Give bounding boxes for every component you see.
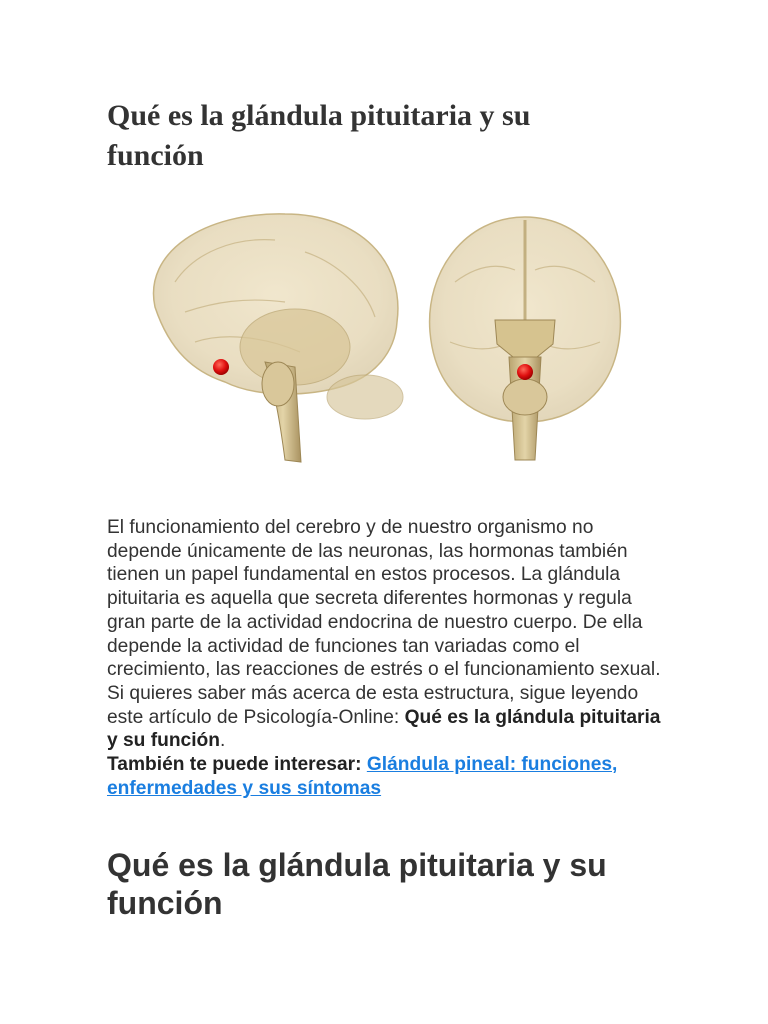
intro-end: . [220,730,226,752]
intro-text: El funcionamiento del cerebro y de nuestro organismo no depende únicamente de las neuronas, las hormonas también tienen un papel fundamental en estos procesos. La glándula pituitaria es aquella que secreta diferentes hormonas y regula gran parte de la actividad endocrina de nuestro cuerpo. De ella depende la actividad de funciones tan variadas como el crecimiento, las reacciones de estrés o el funcionamiento sexual. Si quieres saber más acerca de esta estructura, sigue leyendo este artículo de Psicología-Online: [107,517,661,728]
brain-frontal-view [430,217,621,460]
related-label: También te puede interesar: [107,754,362,776]
section-heading: Qué es la glándula pituitaria y su función [107,847,607,921]
brain-illustration [125,192,645,482]
intro-paragraph [107,516,667,800]
related-article-link[interactable]: Glándula pineal: funciones, enfermedades y sus síntomas [107,754,618,799]
pituitary-gland-marker [213,359,229,375]
brain-sagittal-view [154,214,403,462]
page-title: Qué es la glándula pituitaria y su función [107,99,531,172]
pituitary-gland-marker-frontal [517,364,533,380]
intro-bold: Qué es la glándula pituitaria y su función [107,706,661,752]
